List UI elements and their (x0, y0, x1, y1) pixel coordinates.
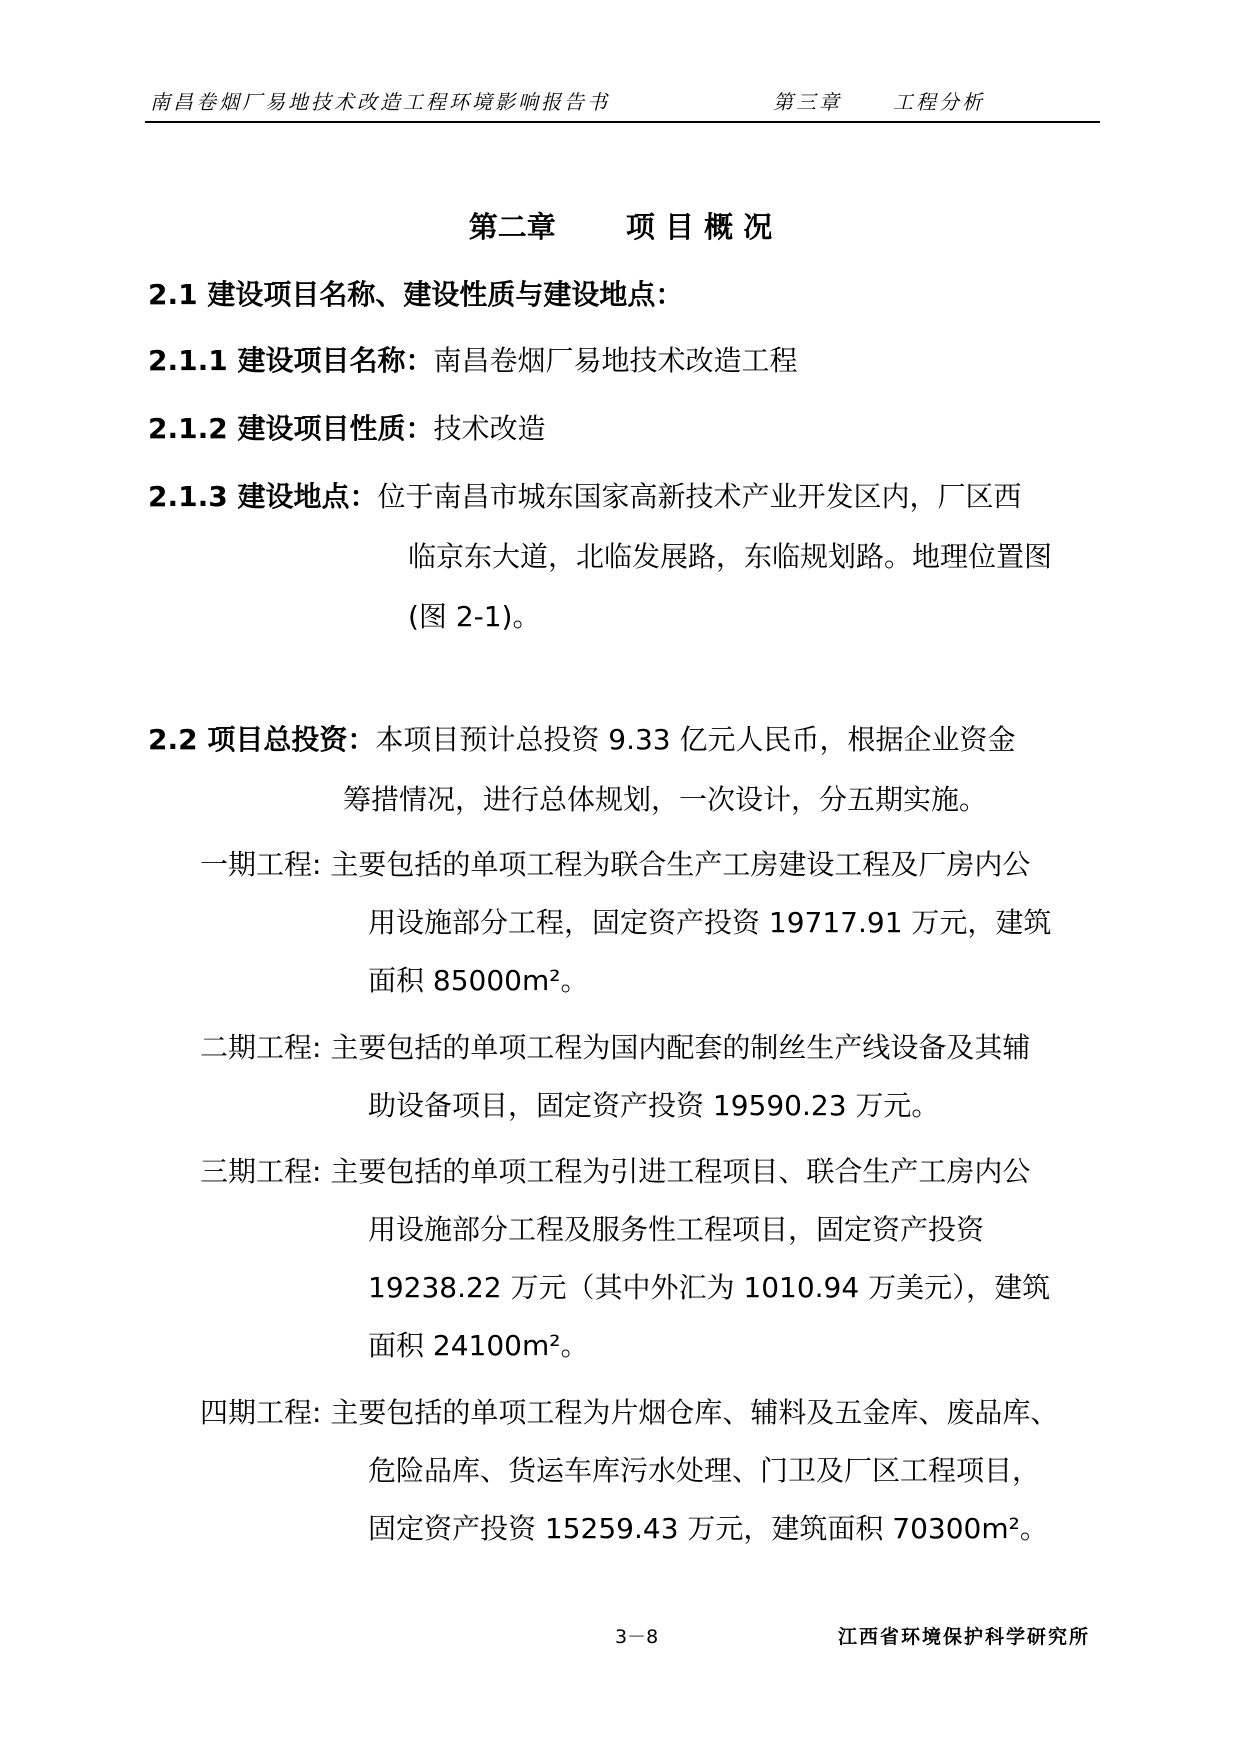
phase-3-line4: 面积 24100m²。 (368, 1329, 589, 1362)
section-2-1-1-value: 南昌卷烟厂易地技术改造工程 (433, 344, 798, 377)
header-chapter-ref: 第三章 (773, 90, 842, 114)
phase-3-line3: 19238.22 万元（其中外汇为 1010.94 万美元），建筑 (368, 1271, 1051, 1304)
phase-1 (200, 835, 1030, 895)
chapter-title (0, 205, 1241, 246)
phase-2 (200, 1018, 1030, 1078)
section-2-1-3-line3: (图 2-1)。 (408, 600, 541, 633)
footer-institute: 江西省环境保护科学研究所 (838, 1626, 1091, 1648)
phase-1-line3: 面积 85000m²。 (368, 964, 589, 997)
section-2-2-label: 2.2 项目总投资： (148, 723, 376, 756)
phase-1-line1: 主要包括的单项工程为联合生产工房建设工程及厂房内公 (330, 848, 1031, 881)
section-2-1-1 (148, 331, 798, 391)
phase-4-line1: 主要包括的单项工程为片烟仓库、辅料及五金库、废品库、 (330, 1396, 1059, 1429)
phase-4-label: 四期工程: (200, 1396, 322, 1429)
section-2-1-3-line2: 临京东大道，北临发展路，东临规划路。地理位置图 (408, 540, 1053, 573)
section-2-1-2 (148, 399, 546, 459)
phase-3-label: 三期工程: (200, 1155, 322, 1188)
footer-page-number: 3－8 (615, 1626, 659, 1648)
section-2-1-3 (148, 467, 1022, 527)
phase-3-line2: 用设施部分工程及服务性工程项目，固定资产投资 (368, 1213, 985, 1246)
phase-4-line2: 危险品库、货运车库污水处理、门卫及厂区工程项目， (368, 1454, 1041, 1487)
phase-3-line1: 主要包括的单项工程为引进工程项目、联合生产工房内公 (330, 1155, 1031, 1188)
header-doc-title: 南昌卷烟厂易地技术改造工程环境影响报告书 (150, 90, 610, 114)
phase-2-line2: 助设备项目，固定资产投资 19590.23 万元。 (368, 1089, 940, 1122)
phase-1-line2: 用设施部分工程，固定资产投资 19717.91 万元，建筑 (368, 906, 1052, 939)
section-2-1-2-label: 2.1.2 建设项目性质： (148, 412, 434, 445)
section-2-2-line1: 本项目预计总投资 9.33 亿元人民币，根据企业资金 (375, 723, 1016, 756)
chapter-number: 第二章 (468, 210, 556, 244)
section-2-2-line2: 筹措情况，进行总体规划，一次设计，分五期实施。 (343, 783, 988, 816)
section-2-1-1-label: 2.1.1 建设项目名称： (148, 344, 434, 377)
header-rule (145, 121, 1100, 123)
phase-2-label: 二期工程: (200, 1031, 322, 1064)
section-2-1-3-label: 2.1.3 建设地点： (148, 480, 378, 513)
header-section-ref: 工程分析 (893, 90, 985, 114)
section-2-2 (148, 710, 1016, 770)
phase-2-line1: 主要包括的单项工程为国内配套的制丝生产线设备及其辅 (330, 1031, 1031, 1064)
phase-1-label: 一期工程: (200, 848, 322, 881)
section-2-1-3-line1: 位于南昌市城东国家高新技术产业开发区内，厂区西 (377, 480, 1022, 513)
section-2-1-heading: 2.1 建设项目名称、建设性质与建设地点： (148, 278, 684, 311)
phase-4 (200, 1383, 1058, 1443)
phase-3 (200, 1142, 1030, 1202)
section-2-1-2-value: 技术改造 (433, 412, 546, 445)
chapter-name: 项 目 概 况 (625, 210, 773, 244)
phase-4-line3: 固定资产投资 15259.43 万元，建筑面积 70300m²。 (368, 1512, 1048, 1545)
